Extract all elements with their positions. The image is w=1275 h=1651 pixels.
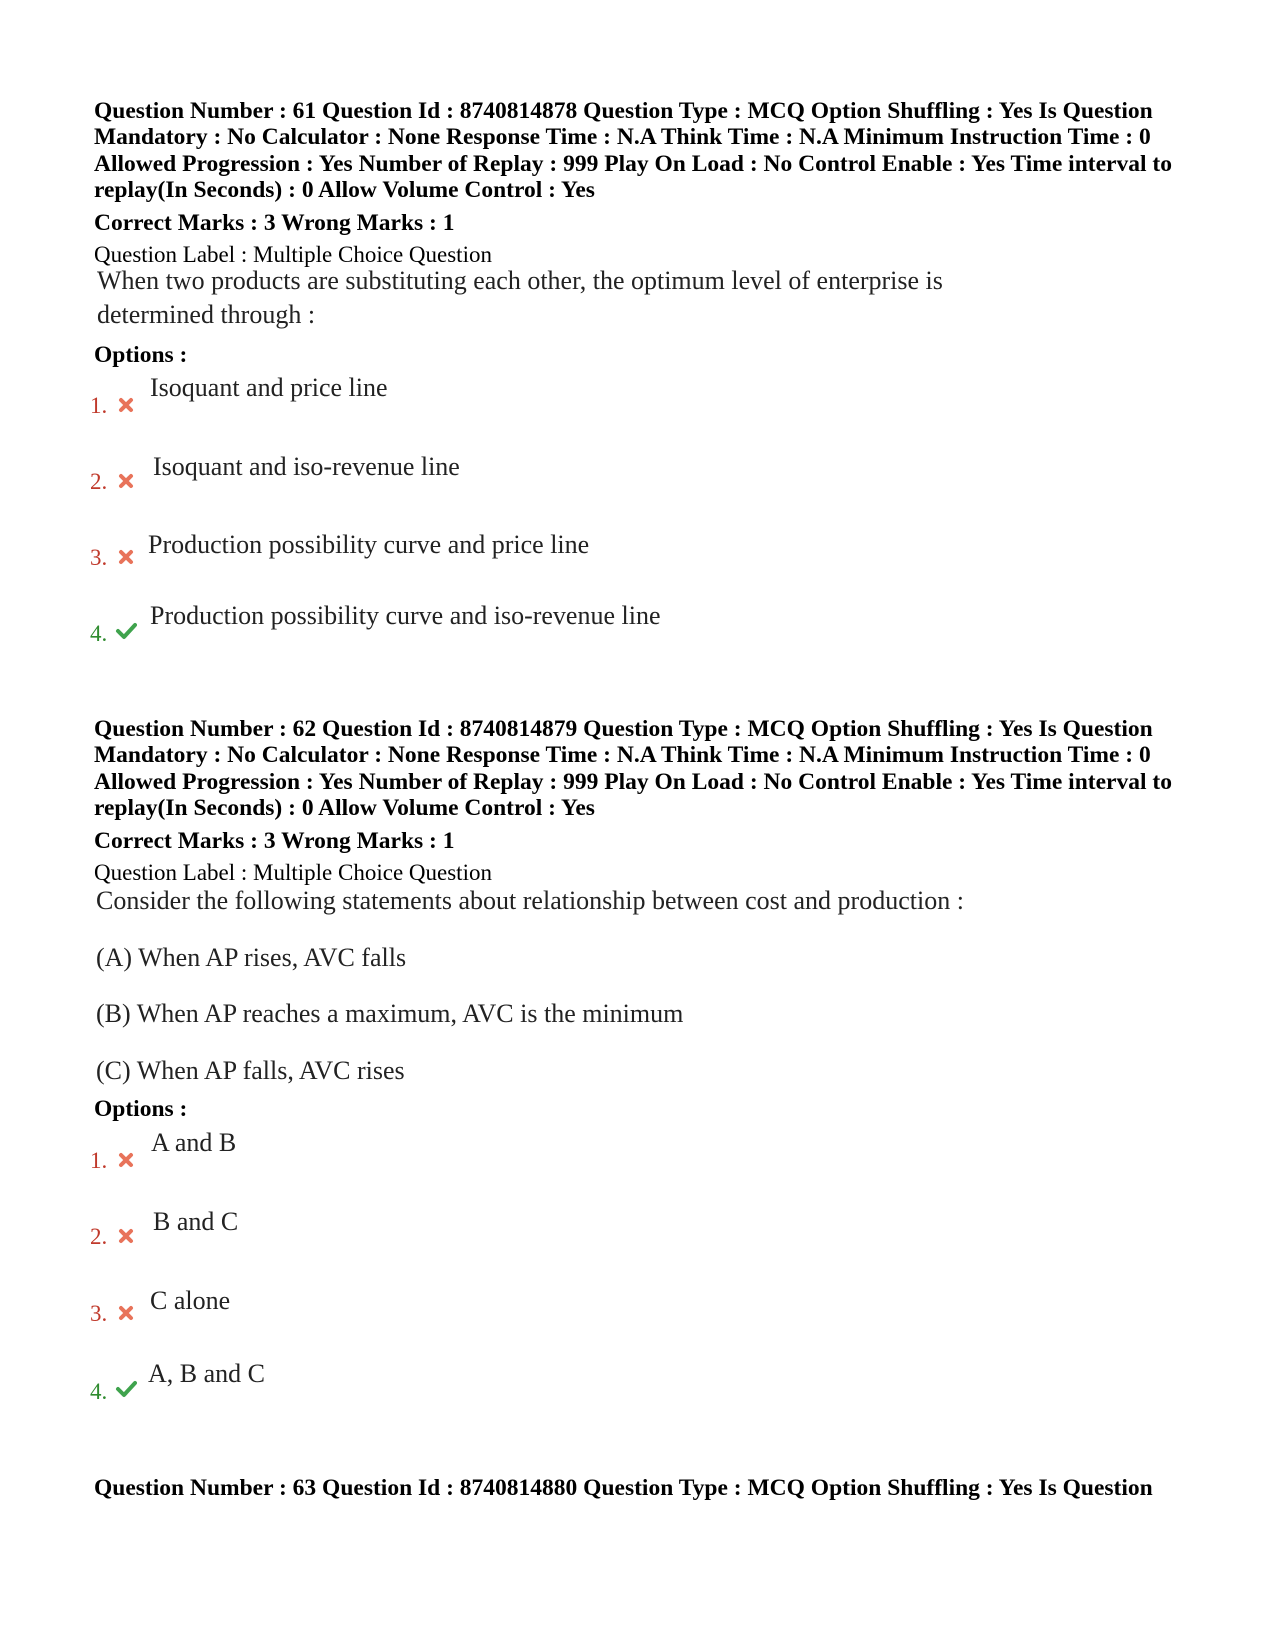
option-text[interactable]: Isoquant and price line [150, 373, 388, 402]
cross-icon [117, 548, 135, 566]
option-text[interactable]: A, B and C [148, 1359, 265, 1388]
question-marks: Correct Marks : 3 Wrong Marks : 1 [94, 827, 455, 854]
question-label: Question Label : Multiple Choice Question [94, 859, 492, 885]
option-number: 3. [90, 545, 108, 570]
question-meta: Question Number : 61 Question Id : 8740814878 Question Type : MCQ Option Shuffling : Yes Is Question Mandatory : No Calculator : None Response Time : N.A Think Time : N.A Minimum Instruction Time : 0 Allowed Progression : Yes Number of Replay : 999 Play On Load : No Control Enable : Yes Time interval to replay(In Seconds) : 0 Allow Volume Control : Yes [94, 98, 1172, 204]
question-meta: Question Number : 63 Question Id : 8740814880 Question Type : MCQ Option Shuffling : Yes Is Question [94, 1475, 1153, 1501]
option-text[interactable]: Production possibility curve and price line [148, 530, 590, 559]
question-text-line: Consider the following statements about relationship between cost and production : [96, 886, 964, 915]
question-label: Question Label : Multiple Choice Question [94, 241, 492, 267]
cross-icon [117, 1151, 135, 1169]
cross-icon [117, 1227, 135, 1245]
question-63-header [94, 1475, 1194, 1501]
question-text-line: When two products are substituting each other, the optimum level of enterprise is [97, 266, 943, 295]
statement-c: (C) When AP falls, AVC rises [96, 1056, 405, 1085]
option-number: 3. [90, 1301, 108, 1326]
option-number: 2. [90, 469, 108, 494]
option-number: 4. [90, 1379, 108, 1404]
option-text[interactable]: B and C [153, 1207, 239, 1236]
option-text[interactable]: C alone [150, 1286, 231, 1315]
option-text[interactable]: Isoquant and iso-revenue line [153, 452, 460, 481]
option-number: 4. [90, 621, 108, 646]
option-text[interactable]: Production possibility curve and iso-revenue line [150, 601, 661, 630]
option-number: 2. [90, 1224, 108, 1249]
cross-icon [117, 1304, 135, 1322]
option-text[interactable]: A and B [151, 1128, 237, 1157]
option-number: 1. [90, 393, 108, 418]
question-62-header [94, 716, 1194, 886]
check-icon [115, 622, 137, 640]
question-text-line: determined through : [97, 300, 316, 329]
option-number: 1. [90, 1148, 108, 1173]
question-61-header [94, 98, 1194, 268]
cross-icon [117, 396, 135, 414]
statement-a: (A) When AP rises, AVC falls [96, 943, 407, 972]
question-marks: Correct Marks : 3 Wrong Marks : 1 [94, 209, 455, 236]
statement-b: (B) When AP reaches a maximum, AVC is the minimum [96, 999, 684, 1028]
question-meta: Question Number : 62 Question Id : 8740814879 Question Type : MCQ Option Shuffling : Yes Is Question Mandatory : No Calculator : None Response Time : N.A Think Time : N.A Minimum Instruction Time : 0 Allowed Progression : Yes Number of Replay : 999 Play On Load : No Control Enable : Yes Time interval to replay(In Seconds) : 0 Allow Volume Control : Yes [94, 716, 1172, 822]
check-icon [115, 1380, 137, 1398]
options-title: Options : [94, 1096, 188, 1122]
cross-icon [117, 472, 135, 490]
options-title: Options : [94, 342, 188, 368]
